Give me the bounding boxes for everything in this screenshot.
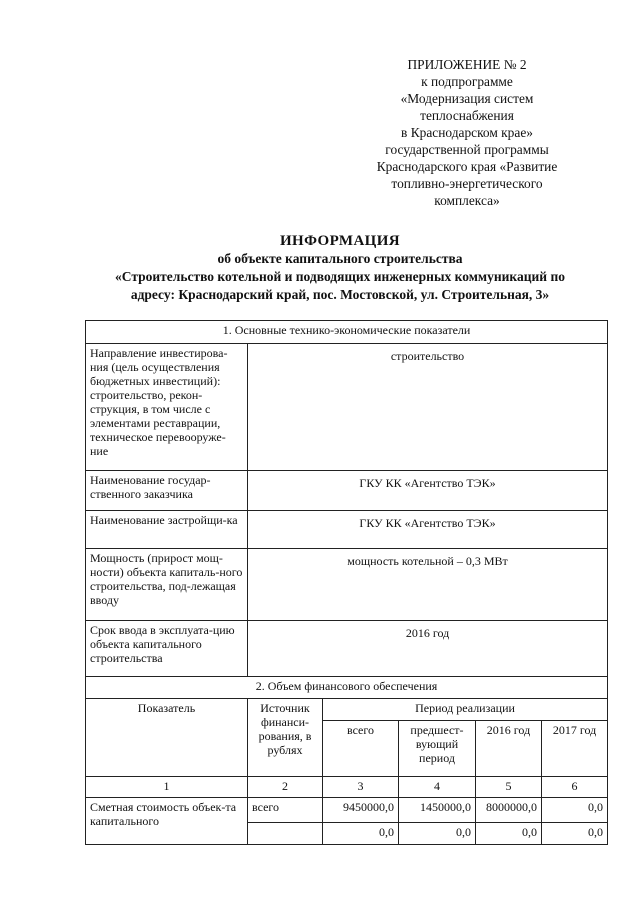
cell-2016: 8000000,0 bbox=[476, 798, 542, 823]
header-total: всего bbox=[323, 721, 399, 777]
object-name-line-1: «Строительство котельной и подводящих инженерных коммуникаций по bbox=[115, 269, 565, 284]
appendix-line: Краснодарского края «Развитие bbox=[376, 159, 558, 174]
appendix-line: «Модернизация систем bbox=[400, 91, 534, 106]
appendix-line: в Краснодарском крае» bbox=[401, 125, 533, 140]
row-label-commissioning: Срок ввода в эксплуата-цию объекта капитального строительства bbox=[86, 621, 248, 677]
row-value-direction: строительство bbox=[248, 344, 608, 471]
cell-total: 9450000,0 bbox=[323, 798, 399, 823]
appendix-line: ПРИЛОЖЕНИЕ № 2 bbox=[407, 57, 527, 72]
header-source: Источник финанси-рования, в рублях bbox=[248, 699, 323, 777]
row-value-customer: ГКУ КК «Агентство ТЭК» bbox=[248, 471, 608, 511]
column-number: 2 bbox=[248, 777, 323, 798]
column-number: 1 bbox=[86, 777, 248, 798]
appendix-line: топливно-энергетического bbox=[391, 176, 543, 191]
column-number: 3 bbox=[323, 777, 399, 798]
header-previous: предшест-вующий период bbox=[399, 721, 476, 777]
cell-2016: 0,0 bbox=[476, 823, 542, 845]
appendix-line: к подпрограмме bbox=[421, 74, 513, 89]
column-number: 4 bbox=[399, 777, 476, 798]
column-number: 5 bbox=[476, 777, 542, 798]
appendix-block bbox=[352, 56, 582, 209]
header-period: Период реализации bbox=[323, 699, 608, 721]
cell-source: всего bbox=[248, 798, 323, 823]
cell-previous: 0,0 bbox=[399, 823, 476, 845]
cell-2017: 0,0 bbox=[542, 823, 608, 845]
row-label-direction: Направление инвестирова-ния (цель осуществления бюджетных инвестиций): строительство, рекон-струкция, в том числе с элементами реставрации, техническое перевооруже-ние bbox=[86, 344, 248, 471]
cell-2017: 0,0 bbox=[542, 798, 608, 823]
row-label-customer: Наименование государ-ственного заказчика bbox=[86, 471, 248, 511]
cell-total: 0,0 bbox=[323, 823, 399, 845]
appendix-line: теплоснабжения bbox=[420, 108, 514, 123]
document-subtitle: об объекте капитального строительства bbox=[217, 251, 463, 266]
header-indicator: Показатель bbox=[86, 699, 248, 777]
object-name-line-2: адресу: Краснодарский край, пос. Мостовской, ул. Строительная, 3» bbox=[130, 287, 550, 302]
appendix-line: государственной программы bbox=[385, 142, 549, 157]
info-table bbox=[85, 320, 608, 845]
header-2017: 2017 год bbox=[542, 721, 608, 777]
row-value-developer: ГКУ КК «Агентство ТЭК» bbox=[248, 511, 608, 549]
column-number: 6 bbox=[542, 777, 608, 798]
row-indicator-estimate: Сметная стоимость объек-та капитального bbox=[86, 798, 248, 845]
appendix-line: комплекса» bbox=[434, 193, 500, 208]
cell-source bbox=[248, 823, 323, 845]
row-label-capacity: Мощность (прирост мощ-ности) объекта капиталь-ного строительства, под-лежащая вводу bbox=[86, 549, 248, 621]
document-heading bbox=[40, 232, 640, 304]
row-value-capacity: мощность котельной – 0,3 МВт bbox=[248, 549, 608, 621]
row-label-developer: Наименование застройщи-ка bbox=[86, 511, 248, 549]
section2-title: 2. Объем финансового обеспечения bbox=[86, 677, 608, 699]
document-title: ИНФОРМАЦИЯ bbox=[279, 233, 401, 249]
row-value-commissioning: 2016 год bbox=[248, 621, 608, 677]
section1-title: 1. Основные технико-экономические показатели bbox=[86, 321, 608, 344]
cell-previous: 1450000,0 bbox=[399, 798, 476, 823]
header-2016: 2016 год bbox=[476, 721, 542, 777]
